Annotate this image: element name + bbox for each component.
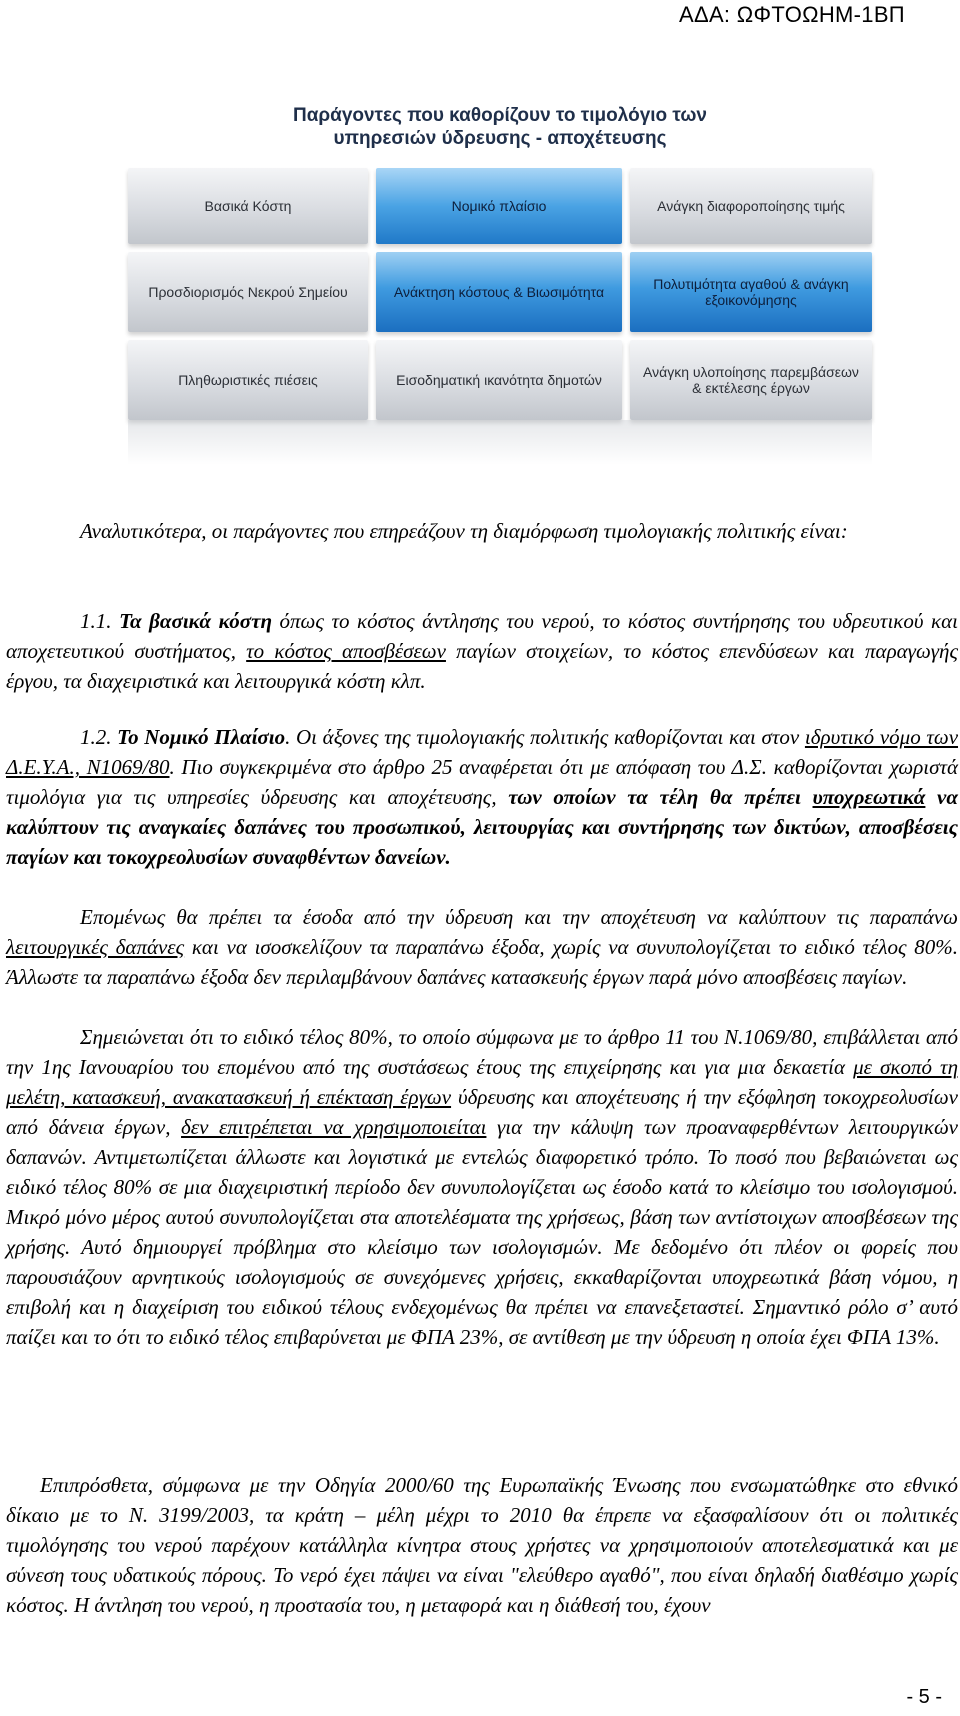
bold-underlined-run: υποχρεωτικά [812, 785, 926, 809]
paragraph-eu-directive: Επιπρόσθετα, σύμφωνα με την Οδηγία 2000/60 της Ευρωπαϊκής Ένωσης που ενσωματώθηκε στο εθνικό δίκαιο με το Ν. 3199/2003, τα κράτη – μέλη μέχρι το 2010 θα έπρεπε να εξασφαλίσουν ότι οι πολιτικές τιμολόγησης του νερού παρέχουν κατάλληλα κίνητρα στους χρήστες να χρησιμοποιούν αποτελεσματικά και με σύνεση τους υδατικούς πόρους. Το νερό έχει πάψει να είναι "ελεύθερο αγαθό", που είναι δηλαδή διαθέσιμο χωρίς κόστος. Η άντληση του νερού, η προστασία του, η μεταφορά και η διάθεσή του, έχουν [6, 1473, 958, 1617]
underlined-run: το κόστος αποσβέσεων [246, 639, 446, 663]
text-run: Επομένως θα πρέπει τα έσοδα από την ύδρευση και την αποχέτευση να καλύπτουν τις παραπάνω [80, 905, 958, 929]
figure-title-line1: Παράγοντες που καθορίζουν το τιμολόγιο των [292, 105, 707, 126]
tile-dead-point: Προσδιορισμός Νεκρού Σημείου [128, 252, 368, 332]
underlined-run: λειτουργικές δαπάνες [6, 935, 185, 959]
paragraph-1-2 [6, 722, 958, 872]
section-number: 1.2. [80, 725, 112, 749]
paragraph-intro: Αναλυτικότερα, οι παράγοντες που επηρεάζουν τη διαμόρφωση τιμολογιακής πολιτικής είναι: [80, 519, 848, 543]
figure-title [120, 104, 880, 150]
underlined-run: ιδρυτικό νόμο των Δ.Ε.Υ.Α., Ν1069/80 [6, 725, 959, 779]
tile-inflation: Πληθωριστικές πιέσεις [128, 340, 368, 420]
paragraph-special-fee [6, 1022, 958, 1352]
figure-reflection [128, 420, 872, 465]
ada-code: ΑΔΑ: ΩΦΤΟΩΗΜ-1ΒΠ [678, 2, 905, 27]
tile-legal-framework: Νομικό πλαίσιο [376, 168, 622, 244]
text-run: και να ισοσκελίζουν τα παραπάνω έξοδα, χωρίς να συνυπολογίζεται το ειδικό τέλος 80%. Άλλωστε τα παραπάνω έξοδα δεν περιλαμβάνουν δαπάνες κατασκευής έργων παρά μόνο αποσβέσεις παγίων. [6, 935, 958, 989]
tile-price-differentiation: Ανάγκη διαφοροποίησης τιμής [630, 168, 872, 244]
tile-basic-costs: Βασικά Κόστη [128, 168, 368, 244]
paragraph-1-1 [6, 606, 958, 696]
text-run: παγίων στοιχείων, το κόστος επενδύσεων και παραγωγής έργου, τα διαχειριστικά και λειτουργικά κόστη κλπ. [6, 639, 958, 693]
text-run: Σημειώνεται ότι το ειδικό τέλος 80%, το οποίο σύμφωνα με το άρθρο 11 του Ν.1069/80, επιβάλλεται από την 1ης Ιανουαρίου του επομένου από της συστάσεως έτους της επιχείρησης και για μια δεκαετία [6, 1025, 958, 1079]
tile-cost-recovery: Ανάκτηση κόστους & Βιωσιμότητα [376, 252, 622, 332]
paragraph-therefore [6, 902, 958, 992]
underlined-run: με σκοπό τη μελέτη, κατασκευή, ανακατασκευή ή επέκταση έργων [6, 1055, 958, 1109]
factors-figure [120, 90, 880, 470]
bold-run: των οποίων τα τέλη θα πρέπει [508, 785, 813, 809]
underlined-run: δεν επιτρέπεται να χρησιμοποιείται [181, 1115, 487, 1139]
section-heading: Το Νομικό Πλαίσιο [117, 725, 286, 749]
section-heading: Τα βασικά κόστη [119, 609, 272, 633]
tile-income: Εισοδηματική ικανότητα δημοτών [376, 340, 622, 420]
text-run: για την κάλυψη των προαναφερθέντων λειτουργικών δαπανών. Αντιμετωπίζεται άλλωστε και λογιστικά με εντελώς διαφορετικό τρόπο. Το ποσό που βεβαιώνεται ως ειδικό τέλος 80% σε μια διαχειριστική περίοδο δεν συνυπολογίζεται ως έσοδο κατά το κλείσιμο του ισολογισμού. Μικρό μόνο μέρος αυτού συνυπολογίζεται στα αποτελέσματα της χρήσεως, βάση των αντίστοιχων αποσβέσεων της χρήσης. Αυτό δημιουργεί πρόβλημα στο κλείσιμο των ισολογισμών. Με δεδομένο ότι πλέον οι φορείς που παρουσιάζουν αρνητικούς ισολογισμούς σε συνεχόμενες χρήσεις, εκκαθαρίζονται υποχρεωτικά βάση νόμου, η επιβολή και η διαχείριση του ειδικού τέλους ενδεχομένως θα πρέπει να επανεξεταστεί. Σημαντικό ρόλο σ’ αυτό παίζει και το ότι το ειδικό τέλος επιβαρύνεται με ΦΠΑ 23%, σε αντίθεση με την ύδρευση η οποία έχει ΦΠΑ 13%. [6, 1115, 958, 1349]
section-number: 1.1. [80, 609, 112, 633]
text-run: . Πιο συγκεκριμένα στο άρθρο 25 αναφέρεται ότι με απόφαση του Δ.Σ. καθορίζονται χωριστά τιμολόγια για τις υπηρεσίες ύδρευσης και αποχέτευσης, [6, 755, 959, 809]
page-number: - 5 - [906, 1686, 942, 1708]
tile-multivalue: Πολυτιμότητα αγαθού & ανάγκη εξοικονόμησης [630, 252, 872, 332]
figure-title-line2: υπηρεσιών ύδρευσης - αποχέτευσης [333, 128, 667, 149]
tile-projects: Ανάγκη υλοποίησης παρεμβάσεων & εκτέλεσης έργων [630, 340, 872, 420]
text-run: όπως το κόστος άντλησης του νερού, το κόστος συντήρησης του υδρευτικού και αποχετευτικού συστήματος, [6, 609, 958, 663]
text-run: . Οι άξονες της τιμολογιακής πολιτικής καθορίζονται και στον [285, 725, 805, 749]
text-run: ύδρευσης και αποχέτευσης ή την εξόφληση τοκοχρεολυσίων από δάνεια έργων, [6, 1085, 958, 1139]
bold-run: να καλύπτουν τις αναγκαίες δαπάνες του προσωπικού, λειτουργίας και συντήρησης των δικτύων, αποσβέσεις παγίων και τοκοχρεολυσίων συναφθέντων δανείων. [6, 785, 958, 869]
